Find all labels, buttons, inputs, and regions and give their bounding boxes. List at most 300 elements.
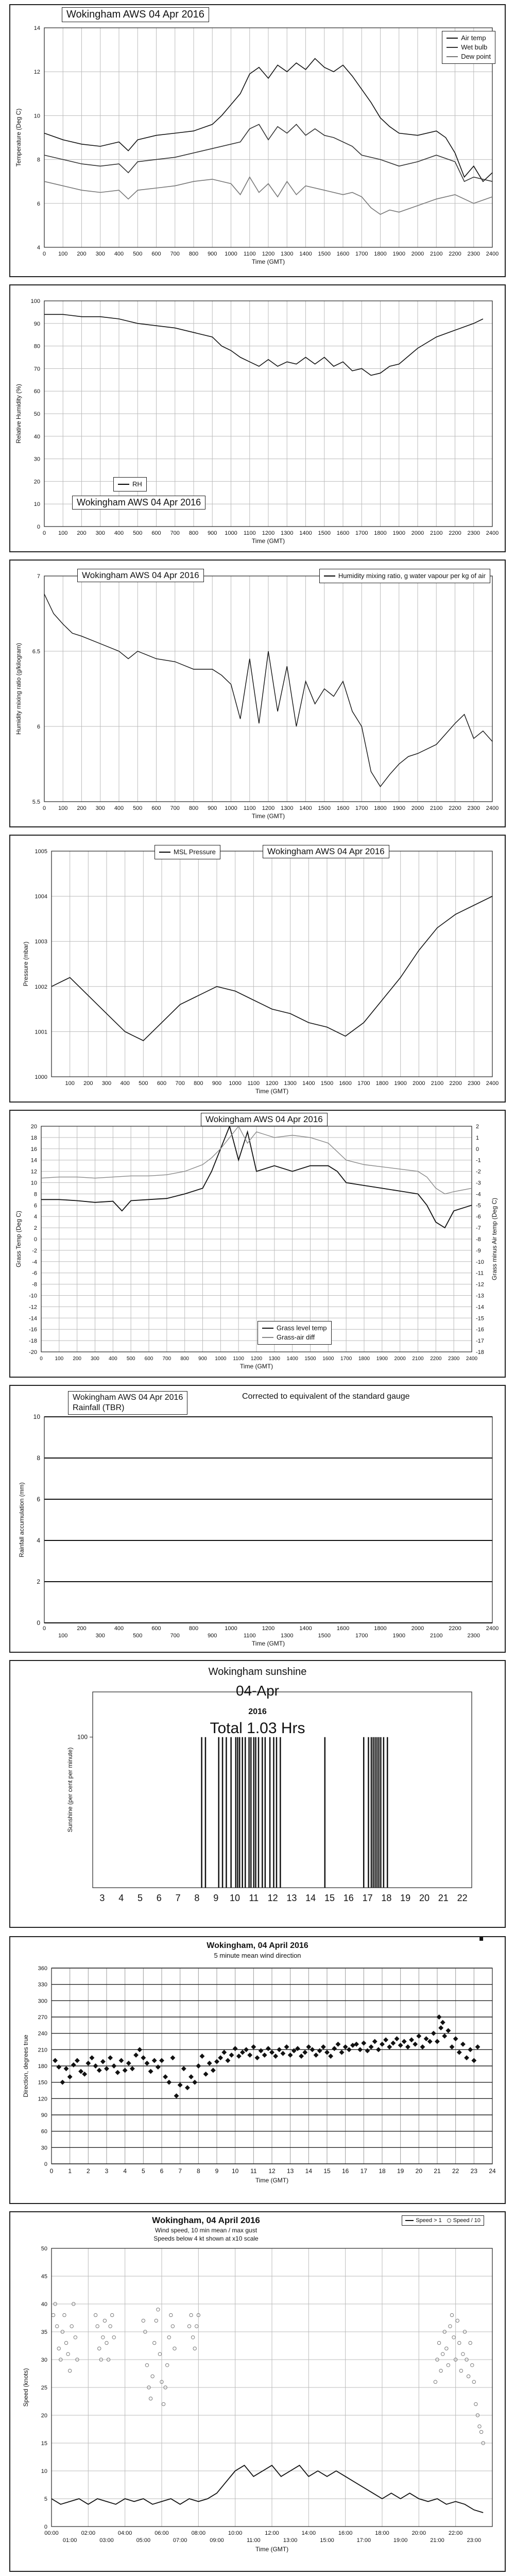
direction-point <box>440 2020 445 2025</box>
legend-item-speed-gt-1: Speed > 1 <box>405 2217 441 2224</box>
speed-scaled-point <box>145 2364 148 2367</box>
x-tick-label: 1000 <box>225 530 237 536</box>
x-tick-label: 14:00 <box>301 2530 316 2536</box>
x-tick-label: 1900 <box>394 1080 407 1087</box>
x-tick-label: 400 <box>114 1625 124 1632</box>
speed-scaled-point <box>171 2325 174 2328</box>
x-tick-label: 1500 <box>318 251 331 257</box>
x-tick-label: 1100 <box>247 1080 260 1087</box>
x-tick-label: 2300 <box>467 805 480 811</box>
x-tick-label: 1400 <box>302 1080 315 1087</box>
x-tick-label: 400 <box>114 251 124 257</box>
y-tick-label: -6 <box>32 1270 37 1277</box>
direction-point <box>67 2074 73 2079</box>
x-tick-label: 1200 <box>262 251 275 257</box>
direction-point <box>53 2058 58 2063</box>
speed-scaled-point <box>458 2341 461 2344</box>
direction-point <box>405 2044 410 2049</box>
x-tick-label: 6 <box>156 1893 162 1903</box>
rainfall-plot-frame <box>44 1417 492 1623</box>
y2-tick-label: 0 <box>476 1146 479 1153</box>
direction-point <box>376 2047 381 2052</box>
x-tick-label: 2400 <box>486 530 499 536</box>
x-axis-label: Time (GMT) <box>251 537 285 545</box>
y-tick-label: 1004 <box>35 893 47 900</box>
y-tick-label: 80 <box>33 343 40 350</box>
direction-point <box>324 2050 330 2055</box>
direction-point <box>372 2039 377 2044</box>
speed-scaled-point <box>105 2341 108 2344</box>
y-tick-label: -4 <box>32 1259 37 1265</box>
direction-point <box>413 2042 418 2047</box>
x-tick-label: 800 <box>188 530 199 536</box>
x-tick-label: 1000 <box>229 1080 242 1087</box>
x-tick-label: 17 <box>362 1893 373 1903</box>
speed-scaled-point <box>447 2364 450 2367</box>
x-tick-label: 23 <box>470 2167 478 2175</box>
direction-point <box>133 2053 139 2058</box>
x-tick-label: 200 <box>77 530 87 536</box>
x-tick-label: 23:00 <box>467 2537 482 2544</box>
y-tick-label: 210 <box>38 2047 47 2054</box>
sunshine-chart-panel <box>9 1660 506 1928</box>
x-tick-label: 12:00 <box>265 2530 279 2536</box>
x-tick-label: 2000 <box>413 1080 425 1087</box>
wind-direction-chart-title: Wokingham, 04 April 2016 <box>207 1941 308 1950</box>
rainfall-correction-note: Corrected to equivalent of the standard gauge <box>242 1392 410 1401</box>
y-tick-label: 6 <box>37 724 40 730</box>
wind-direction-chart-panel <box>9 1936 506 2204</box>
direction-point <box>240 2050 245 2055</box>
x-tick-label: 600 <box>151 251 161 257</box>
x-tick-label: 17:00 <box>356 2537 371 2544</box>
direction-point <box>145 2061 150 2066</box>
direction-point <box>380 2042 385 2047</box>
direction-point <box>75 2058 80 2063</box>
direction-point <box>82 2072 87 2077</box>
x-tick-label: 1500 <box>304 1356 316 1362</box>
y2-tick-label: -10 <box>476 1259 484 1265</box>
y-tick-label: 30 <box>33 456 40 463</box>
direction-point <box>85 2061 91 2066</box>
x-tick-label: 5 <box>137 1893 143 1903</box>
direction-point <box>343 2044 348 2049</box>
x-tick-label: 02:00 <box>81 2530 96 2536</box>
x-tick-label: 1100 <box>243 805 256 811</box>
y-tick-label: 90 <box>33 320 40 327</box>
x-tick-label: 1400 <box>299 805 312 811</box>
x-tick-label: 19 <box>400 1893 411 1903</box>
x-tick-label: 1300 <box>281 805 294 811</box>
direction-point <box>332 2046 337 2051</box>
speed-scaled-point <box>101 2336 105 2339</box>
speed-scaled-point <box>162 2402 165 2405</box>
x-tick-label: 1800 <box>374 530 387 536</box>
y2-tick-label: -13 <box>476 1293 484 1299</box>
direction-point <box>335 2042 340 2047</box>
speed-scaled-point <box>166 2364 169 2367</box>
wind-direction-plot <box>10 1937 505 2203</box>
sunshine-plot <box>10 1661 505 1927</box>
y-axis-label: Sunshine (per cent per minute) <box>66 1747 74 1833</box>
x-axis-label: Time (GMT) <box>255 1088 289 1095</box>
x-tick-label: 2 <box>86 2167 90 2175</box>
y-tick-label: 40 <box>33 433 40 440</box>
rainfall-chart-subtitle: Rainfall (TBR) <box>73 1403 125 1412</box>
speed-scaled-point <box>52 2313 55 2316</box>
x-tick-label: 20:00 <box>411 2530 426 2536</box>
x-tick-label: 1700 <box>357 1080 370 1087</box>
x-tick-label: 2000 <box>411 530 424 536</box>
x-tick-label: 100 <box>55 1356 64 1362</box>
x-tick-label: 2200 <box>449 251 461 257</box>
speed-scaled-point <box>441 2352 444 2355</box>
x-tick-label: 1000 <box>225 251 237 257</box>
y2-tick-label: -6 <box>476 1214 481 1221</box>
direction-point <box>299 2054 304 2059</box>
speed-scaled-point <box>169 2313 173 2316</box>
speed-scaled-point <box>469 2341 472 2344</box>
y2-tick-label: -15 <box>476 1315 484 1322</box>
direction-point <box>317 2048 322 2053</box>
x-tick-label: 2300 <box>468 1080 480 1087</box>
direction-point <box>314 2053 319 2058</box>
x-tick-label: 1500 <box>318 1633 331 1639</box>
x-tick-label: 1600 <box>336 805 350 811</box>
y-tick-label: 10 <box>33 113 40 120</box>
y2-tick-label: -9 <box>476 1247 481 1254</box>
grass-temp-chart-title: Wokingham AWS 04 Apr 2016 <box>201 1113 328 1126</box>
direction-point <box>306 2044 311 2049</box>
x-tick-label: 800 <box>180 1356 190 1362</box>
y-tick-label: 70 <box>33 366 40 372</box>
x-tick-label: 2400 <box>486 1080 499 1087</box>
x-tick-label: 2100 <box>431 1080 444 1087</box>
humidity-plot <box>10 285 505 551</box>
direction-point <box>97 2067 102 2073</box>
y2-axis-label: Grass minus Air temp (Deg C) <box>491 1197 498 1281</box>
x-tick-label: 2400 <box>486 251 499 257</box>
x-tick-label: 700 <box>162 1356 171 1362</box>
x-tick-label: 600 <box>151 1625 161 1632</box>
speed-scaled-point <box>478 2425 481 2428</box>
x-tick-label: 0 <box>42 530 46 536</box>
x-tick-label: 1800 <box>374 805 387 811</box>
speed-scaled-point <box>445 2347 448 2350</box>
x-tick-label: 1 <box>68 2167 72 2175</box>
direction-point <box>273 2054 278 2059</box>
speed-scaled-point <box>94 2313 97 2316</box>
x-tick-label: 100 <box>65 1080 75 1087</box>
x-tick-label: 00:00 <box>44 2530 59 2536</box>
y-tick-label: 20 <box>41 2413 47 2419</box>
x-tick-label: 100 <box>58 530 68 536</box>
speed-scaled-point <box>193 2347 196 2350</box>
x-tick-label: 500 <box>133 251 143 257</box>
x-tick-label: 400 <box>108 1356 117 1362</box>
pressure-legend <box>154 845 220 859</box>
x-tick-label: 500 <box>126 1356 135 1362</box>
speed-scaled-point <box>471 2364 474 2367</box>
direction-point <box>262 2053 267 2058</box>
direction-point <box>126 2061 131 2066</box>
y-tick-label: 35 <box>41 2329 47 2335</box>
y-tick-label: 4 <box>37 245 40 251</box>
direction-point <box>159 2058 164 2063</box>
y2-tick-label: -16 <box>476 1327 484 1333</box>
speed-scaled-point <box>98 2347 101 2350</box>
x-tick-label: 16:00 <box>338 2530 353 2536</box>
mixing-ratio-chart-title: Wokingham AWS 04 Apr 2016 <box>77 569 204 582</box>
x-tick-label: 2400 <box>466 1356 478 1362</box>
speed-scaled-point <box>474 2402 477 2405</box>
y-tick-label: 25 <box>41 2385 47 2391</box>
x-tick-label: 24 <box>489 2167 496 2175</box>
x-tick-label: 1600 <box>339 1080 352 1087</box>
x-tick-label: 800 <box>194 1080 203 1087</box>
x-tick-label: 2200 <box>449 1080 462 1087</box>
x-tick-label: 1300 <box>284 1080 297 1087</box>
y-tick-label: 120 <box>38 2096 47 2103</box>
y-axis-label: Grass Temp (Deg C) <box>15 1211 22 1267</box>
wind-speed-plot <box>10 2212 505 2571</box>
x-tick-label: 18 <box>381 1893 392 1903</box>
direction-point <box>192 2080 197 2085</box>
direction-point <box>420 2044 425 2049</box>
x-tick-label: 18 <box>379 2167 386 2175</box>
x-tick-label: 1200 <box>265 1080 279 1087</box>
x-tick-label: 200 <box>83 1080 93 1087</box>
y-tick-label: 360 <box>38 1965 47 1972</box>
y-tick-label: -20 <box>29 1349 37 1355</box>
y-tick-label: 12 <box>30 1168 37 1175</box>
x-tick-label: 200 <box>77 805 87 811</box>
x-tick-label: 2100 <box>430 251 443 257</box>
x-tick-label: 1400 <box>299 530 312 536</box>
x-tick-label: 2000 <box>411 251 424 257</box>
direction-point <box>321 2044 326 2049</box>
x-tick-label: 5 <box>141 2167 145 2175</box>
series-line-speed <box>52 2465 483 2513</box>
legend-item-grass-level-temp: Grass level temp <box>262 1324 327 1333</box>
y-tick-label: 20 <box>30 1124 37 1130</box>
y-tick-label: 0 <box>37 1619 40 1626</box>
direction-point <box>347 2047 352 2052</box>
x-tick-label: 2400 <box>486 805 499 811</box>
x-tick-label: 13 <box>286 1893 297 1903</box>
speed-scaled-point <box>434 2380 437 2383</box>
x-tick-label: 1000 <box>215 1356 227 1362</box>
x-tick-label: 900 <box>208 805 217 811</box>
x-tick-label: 2100 <box>412 1356 424 1362</box>
x-tick-label: 1900 <box>392 1633 405 1639</box>
direction-point <box>148 2069 153 2074</box>
direction-point <box>259 2048 264 2053</box>
direction-point <box>174 2093 179 2098</box>
speed-scaled-point <box>74 2336 77 2339</box>
x-tick-label: 700 <box>170 251 180 257</box>
x-tick-label: 2300 <box>467 1633 480 1639</box>
x-tick-label: 0 <box>42 805 46 811</box>
speed-scaled-point <box>190 2313 193 2316</box>
x-tick-label: 20 <box>419 1893 430 1903</box>
direction-point <box>387 2044 392 2049</box>
x-tick-label: 600 <box>144 1356 153 1362</box>
direction-point <box>141 2055 146 2060</box>
speed-scaled-point <box>96 2325 99 2328</box>
y-tick-label: 10 <box>30 1180 37 1187</box>
y-tick-label: 1005 <box>35 849 47 855</box>
direction-point <box>424 2036 429 2041</box>
x-tick-label: 500 <box>139 1080 148 1087</box>
direction-point <box>225 2058 230 2063</box>
y2-tick-label: -8 <box>476 1236 481 1243</box>
x-tick-label: 15 <box>324 1893 335 1903</box>
x-tick-label: 13:00 <box>283 2537 298 2544</box>
speed-scaled-point <box>173 2347 176 2350</box>
x-tick-label: 1800 <box>374 251 387 257</box>
direction-point <box>479 1937 483 1941</box>
direction-point <box>71 2062 76 2067</box>
speed-scaled-point <box>449 2325 452 2328</box>
direction-point <box>178 2082 183 2088</box>
x-tick-label: 1900 <box>376 1356 388 1362</box>
y-tick-label: 330 <box>38 1981 47 1988</box>
x-tick-label: 200 <box>77 251 87 257</box>
x-tick-label: 13 <box>286 2167 294 2175</box>
speed-scaled-point <box>112 2336 115 2339</box>
y-tick-label: 60 <box>33 388 40 395</box>
y-tick-label: 4 <box>37 1537 40 1544</box>
direction-point <box>156 2064 161 2070</box>
y-tick-label: 150 <box>38 2079 47 2086</box>
speed-scaled-point <box>158 2352 161 2355</box>
temperature-plot <box>10 5 505 276</box>
direction-point <box>394 2036 400 2041</box>
speed-scaled-point <box>157 2308 160 2311</box>
x-tick-label: 1000 <box>225 1625 237 1632</box>
x-tick-label: 2000 <box>411 805 424 811</box>
rainfall-chart-panel <box>9 1385 506 1653</box>
x-tick-label: 500 <box>133 805 143 811</box>
x-tick-label: 2100 <box>430 530 443 536</box>
direction-point <box>93 2063 98 2069</box>
y-tick-label: 16 <box>30 1146 37 1153</box>
humidity-chart-panel <box>9 284 506 552</box>
x-tick-label: 11 <box>250 2167 257 2175</box>
x-tick-label: 09:00 <box>210 2537 224 2544</box>
legend-item-grass-air-diff: Grass-air diff <box>262 1333 327 1342</box>
direction-point <box>111 2063 116 2069</box>
y-tick-label: 10 <box>33 1413 40 1420</box>
speed-scaled-point <box>456 2319 459 2322</box>
x-tick-label: 0 <box>42 251 46 257</box>
y2-tick-label: -5 <box>476 1202 481 1209</box>
x-tick-label: 700 <box>170 530 180 536</box>
direction-point <box>266 2046 271 2051</box>
direction-point <box>244 2047 249 2052</box>
direction-point <box>108 2055 113 2060</box>
y2-tick-label: 2 <box>476 1124 479 1130</box>
direction-point <box>431 2031 436 2036</box>
y-tick-label: 180 <box>38 2063 47 2070</box>
speed-scaled-point <box>64 2341 67 2344</box>
y2-tick-label: -7 <box>476 1225 481 1232</box>
direction-point <box>280 2051 285 2056</box>
direction-point <box>104 2066 109 2071</box>
y-axis-label: Relative Humidity (%) <box>15 384 22 444</box>
x-tick-label: 2200 <box>449 805 461 811</box>
rainfall-chart-title-box <box>68 1391 187 1415</box>
x-tick-label: 400 <box>114 530 124 536</box>
x-tick-label: 200 <box>73 1356 82 1362</box>
speed-scaled-point <box>439 2369 442 2372</box>
speed-scaled-point <box>109 2325 112 2328</box>
y-tick-label: 300 <box>38 1998 47 2005</box>
x-tick-label: 19 <box>397 2167 404 2175</box>
y2-tick-label: -12 <box>476 1281 484 1288</box>
y-tick-label: 2 <box>37 1578 40 1585</box>
x-tick-label: 6 <box>160 2167 164 2175</box>
y-tick-label: 10 <box>33 501 40 508</box>
x-tick-label: 3 <box>99 1893 105 1903</box>
y-tick-label: 8 <box>37 1454 40 1462</box>
x-tick-label: 1200 <box>262 1625 275 1632</box>
direction-point <box>60 2080 65 2085</box>
y-tick-label: 30 <box>41 2145 47 2151</box>
x-tick-label: 21:00 <box>430 2537 444 2544</box>
temperature-chart-title: Wokingham AWS 04 Apr 2016 <box>62 7 209 22</box>
wind-speed-subtitle: Wind speed, 10 min mean / max gust <box>154 2227 258 2234</box>
y-tick-label: -8 <box>32 1281 37 1288</box>
direction-point <box>468 2047 473 2052</box>
x-tick-label: 4 <box>123 2167 127 2175</box>
direction-point <box>435 2039 440 2044</box>
direction-point <box>211 2067 216 2073</box>
x-tick-label: 1200 <box>262 530 275 536</box>
direction-point <box>442 2033 447 2039</box>
x-tick-label: 08:00 <box>191 2530 206 2536</box>
direction-point <box>438 2025 443 2030</box>
direction-point <box>445 2028 451 2033</box>
y2-tick-label: -2 <box>476 1168 481 1175</box>
x-tick-label: 2100 <box>430 1633 443 1639</box>
x-axis-label: Time (GMT) <box>251 812 285 820</box>
x-axis-label: Time (GMT) <box>255 2546 289 2553</box>
direction-point <box>427 2039 433 2044</box>
x-tick-label: 1100 <box>243 530 256 536</box>
x-tick-label: 300 <box>95 805 105 811</box>
x-tick-label: 1500 <box>320 1080 334 1087</box>
x-tick-label: 21 <box>438 1893 449 1903</box>
direction-point <box>339 2050 345 2055</box>
x-tick-label: 22 <box>457 1893 468 1903</box>
y-tick-label: -10 <box>29 1293 37 1299</box>
x-tick-label: 900 <box>198 1356 207 1362</box>
x-tick-label: 300 <box>95 251 105 257</box>
x-tick-label: 05:00 <box>136 2537 151 2544</box>
y-tick-label: 12 <box>33 69 40 76</box>
direction-point <box>236 2054 242 2059</box>
speed-scaled-point <box>142 2319 145 2322</box>
y2-tick-label: -17 <box>476 1338 484 1345</box>
direction-point <box>188 2074 194 2079</box>
speed-scaled-point <box>151 2375 154 2378</box>
x-tick-label: 9 <box>213 1893 219 1903</box>
x-tick-label: 1300 <box>268 1356 280 1362</box>
x-tick-label: 7 <box>178 2167 182 2175</box>
x-tick-label: 1600 <box>322 1356 334 1362</box>
